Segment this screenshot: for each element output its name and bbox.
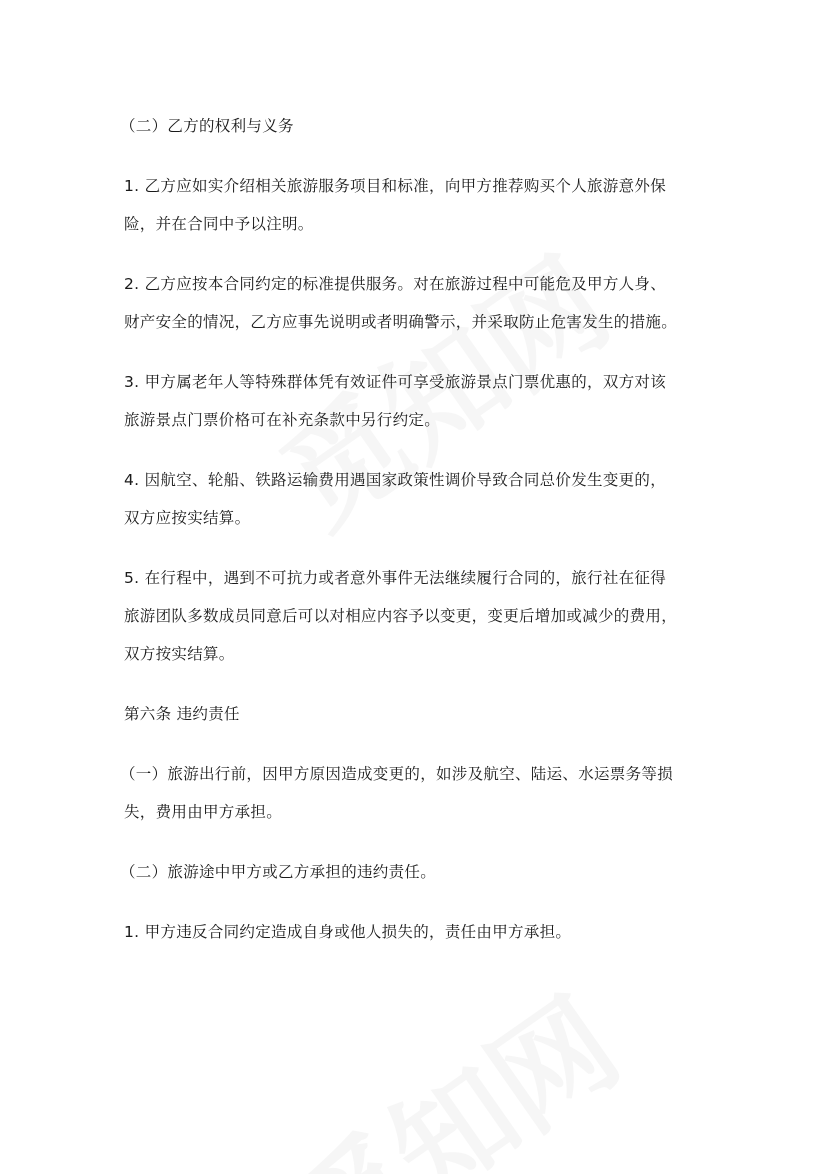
clause-paragraph — [120, 853, 720, 891]
text-line: 险，并在合同中予以注明。 — [124, 215, 314, 233]
text-line: 财产安全的情况，乙方应事先说明或者明确警示，并采取防止危害发生的措施。 — [124, 313, 678, 331]
text-line: 3. 甲方属老年人等特殊群体凭有效证件可享受旅游景点门票优惠的，双方对该 — [124, 373, 667, 391]
text-line: （二）旅游途中甲方或乙方承担的违约责任。 — [120, 863, 437, 881]
clause-paragraph — [124, 913, 720, 951]
text-line: 1. 乙方应如实介绍相关旅游服务项目和标准，向甲方推荐购买个人旅游意外保 — [124, 177, 667, 195]
watermark — [253, 952, 647, 1174]
text-line: 5. 在行程中，遇到不可抗力或者意外事件无法继续履行合同的，旅行社在征得 — [124, 569, 667, 587]
clause-paragraph — [124, 265, 720, 341]
clause-paragraph — [124, 461, 720, 537]
text-line: 失，费用由甲方承担。 — [124, 803, 283, 821]
text-line: 2. 乙方应按本合同约定的标准提供服务。对在旅游过程中可能危及甲方人身、 — [124, 275, 667, 293]
clause-paragraph — [124, 363, 720, 439]
text-line: 第六条 违约责任 — [124, 705, 240, 723]
text-line: 4. 因航空、轮船、铁路运输费用遇国家政策性调价导致合同总价发生变更的， — [124, 471, 667, 489]
section-heading — [120, 107, 720, 145]
clause-paragraph — [120, 755, 720, 831]
text-line: 旅游团队多数成员同意后可以对相应内容予以变更，变更后增加或减少的费用， — [124, 607, 678, 625]
text-line: （一）旅游出行前，因甲方原因造成变更的，如涉及航空、陆运、水运票务等损 — [120, 765, 674, 783]
text-line: （二）乙方的权利与义务 — [120, 117, 294, 135]
clause-paragraph — [124, 559, 720, 673]
clause-paragraph — [124, 167, 720, 243]
text-line: 1. 甲方违反合同约定造成自身或他人损失的，责任由甲方承担。 — [124, 923, 572, 941]
text-line: 双方应按实结算。 — [124, 509, 251, 527]
text-line: 双方按实结算。 — [124, 645, 235, 663]
document-body — [120, 107, 720, 951]
article-heading — [124, 695, 720, 733]
text-line: 旅游景点门票价格可在补充条款中另行约定。 — [124, 411, 441, 429]
